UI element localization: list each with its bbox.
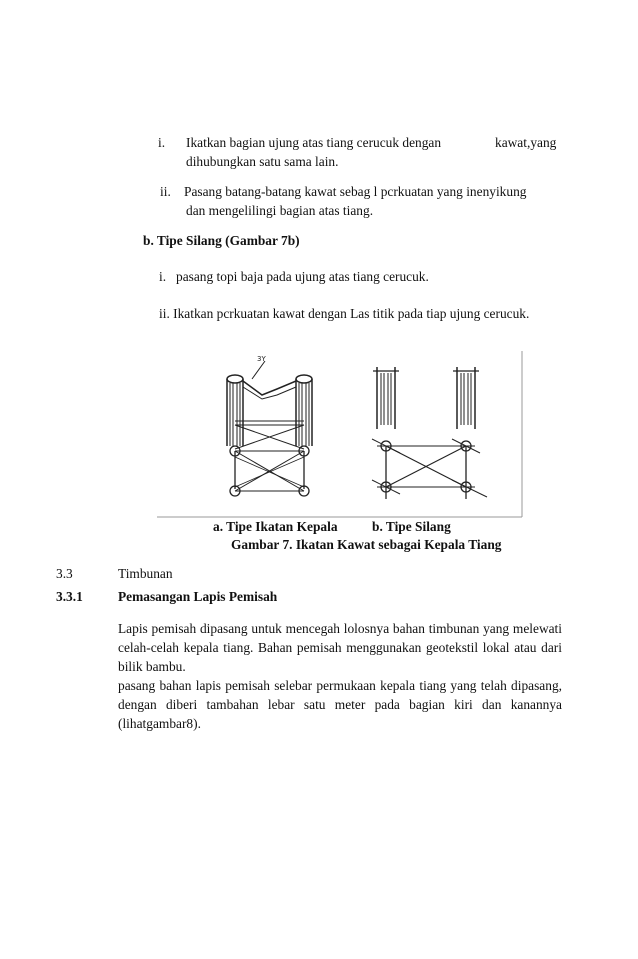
section-b-text-ii-content: ii. Ikatkan pcrkuatan kawat dengan Las titik pada tiap ujung cerucuk. [159,306,530,321]
section-331-paragraph-2: pasang bahan lapis pemisah selebar permukaan kepala tiang yang telah dipasang, dengan diberi tambahan lebar satu meter pada bagian kiri dan kanannya (lihatgambar8). [118,678,562,731]
list-number-ii: ii. [160,184,171,199]
section-b-heading: b. Tipe Silang (Gambar 7b) [143,233,300,248]
section-b-text-i: pasang topi baja pada ujung atas tiang cerucuk. [176,269,429,284]
figure-label-a: a. Tipe Ikatan Kepala [213,519,338,534]
figure-caption: Gambar 7. Ikatan Kawat sebagai Kepala Tiang [231,537,502,552]
section-33-number: 3.3 [56,566,73,581]
section-331-number: 3.3.1 [56,589,83,604]
section-331-paragraph-1: Lapis pemisah dipasang untuk mencegah lolosnya bahan timbunan yang melewati celah-celah kepala tiang. Bahan pemisah menggunakan geotekstil lokal atau dari bilik bambu. [118,621,562,674]
section-b-number-i: i. [159,269,167,284]
list-text-ii: Pasang batang-batang kawat sebag l pcrkuatan yang inenyikung [184,184,527,199]
figure-b-cross-type [372,367,487,499]
list-number-i: i. [158,135,166,150]
list-text-ii-line2: dan mengelilingi bagian atas tiang. [186,203,374,218]
figure-wire-ties [157,349,527,519]
list-text-i-tail: kawat,yang [495,135,557,150]
section-33-title: Timbunan [118,566,173,581]
figure-annotation: 3Y [257,355,266,363]
list-text-i-line2: dihubungkan satu sama lain. [186,154,339,169]
figure-a-head-tie [227,361,312,496]
section-b-text-ii [159,304,561,323]
section-331-title: Pemasangan Lapis Pemisah [118,589,278,604]
list-text-i: Ikatkan bagian ujung atas tiang cerucuk dengan [186,135,442,150]
figure-label-b: b. Tipe Silang [372,519,451,534]
figure-drawing [157,349,527,519]
